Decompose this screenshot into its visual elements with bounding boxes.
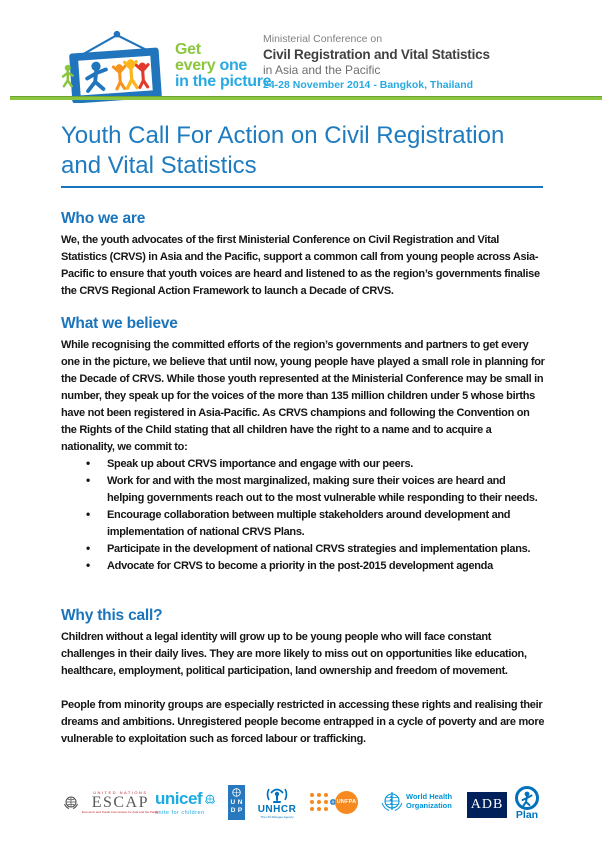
- plan-name: Plan: [515, 809, 539, 821]
- unfpa-dots-icon: [308, 790, 338, 814]
- section-who-we-are: [61, 209, 545, 300]
- logo-word-every: every: [175, 57, 216, 74]
- who-name-line-1: World Health: [406, 792, 453, 801]
- header-divider-rule: [10, 96, 602, 100]
- unfpa-name: UNFPA: [336, 799, 357, 805]
- unhcr-emblem-icon: [265, 785, 289, 804]
- logo-word-one: one: [219, 57, 248, 74]
- unicef-tagline: unite for children: [155, 810, 205, 816]
- escap-logo: [63, 790, 159, 814]
- logo-word-get: Get: [175, 41, 201, 58]
- who-we-are-heading: Who we are: [61, 210, 146, 227]
- why-this-call-paragraph-1: Children without a legal identity will grow up to be young people who will face constant challenges in their daily lives. They are more likely to miss out on opportunities like education, healthcare, employment, political participation, land ownership and freedom of movement.: [61, 631, 527, 677]
- commitments-list: [61, 456, 545, 575]
- list-item: • Work for and with the most marginalized, making sure their voices are heard and helping governments reach out to the most vulnerable while responding to their needs.: [107, 473, 545, 507]
- conference-line-3: in Asia and the Pacific: [263, 63, 381, 77]
- who-logo: [381, 790, 452, 812]
- undp-letters-top: UN: [230, 799, 245, 806]
- conference-date-location: 24-28 November 2014 - Bangkok, Thailand: [263, 79, 474, 91]
- unfpa-logo: [308, 790, 358, 814]
- adb-name: ADB: [470, 797, 504, 812]
- escap-subtitle: Economic and Social Commission for Asia and the Pacific: [82, 810, 159, 814]
- escap-name: ESCAP: [91, 794, 149, 811]
- conference-line-1: Ministerial Conference on: [263, 33, 383, 45]
- undp-logo: [228, 785, 245, 820]
- list-item: • Encourage collaboration between multiple stakeholders around development and implementation of national CRVS Plans.: [107, 507, 545, 541]
- adb-logo: [467, 792, 507, 818]
- undp-emblem-icon: [231, 787, 242, 798]
- partner-logos-footer: [0, 784, 612, 834]
- logo-word-in-the-picture: in the picture: [175, 73, 272, 90]
- unicef-emblem-icon: [204, 793, 216, 805]
- who-emblem-icon: [381, 790, 403, 812]
- what-we-believe-paragraph: While recognising the committed efforts of the region’s governments and partners to get every one in the picture, we believe that until now, young people have played a small role in planning for the Decade of CRVS. While those youth represented at the Ministerial Conference may be small in number, they speak up for the voices of the more than 135 million children under 5 whose births have not been registered in Asia-Pacific. As CRVS champions and following the Convention on the Rights of the Child stating that all children have the right to a name and to acquire a nationality, we commit to:: [61, 339, 545, 453]
- section-what-we-believe: [61, 314, 545, 575]
- unicef-name: unicef: [155, 789, 203, 808]
- who-name-line-2: Organization: [406, 801, 452, 810]
- page-title: Youth Call For Action on Civil Registration and Vital Statistics: [61, 122, 505, 179]
- what-we-believe-heading: What we believe: [61, 315, 178, 332]
- unfpa-ball: [335, 791, 358, 814]
- escap-united-nations-label: UNITED NATIONS: [93, 790, 148, 795]
- why-this-call-paragraph-2: People from minority groups are especially restricted in accessing these rights and realising their dreams and ambitions. Unregistered people become entrapped in a cycle of poverty and are more vulnerable to exploitation such as forced labour or trafficking.: [61, 699, 545, 745]
- list-item: • Speak up about CRVS importance and engage with our peers.: [107, 456, 545, 473]
- why-this-call-heading: Why this call?: [61, 607, 163, 624]
- picture-frame-icon: [62, 27, 168, 103]
- get-everyone-in-the-picture-logo: [62, 27, 271, 103]
- who-we-are-paragraph: We, the youth advocates of the first Ministerial Conference on Civil Registration and Vital Statistics (CRVS) in Asia and the Pacific, support a common call from young people across Asia-Pacific to ensure that youth voices are heard and listened to as the region’s governments finalise the CRVS Regional Action Framework to launch a Decade of CRVS.: [61, 234, 540, 297]
- plan-logo: [512, 785, 542, 820]
- unhcr-tagline: The UN Refugee Agency: [260, 815, 294, 819]
- title-divider-rule: [61, 186, 543, 188]
- un-emblem-icon: [63, 794, 79, 810]
- unhcr-name: UNHCR: [257, 804, 297, 815]
- conference-line-2: Civil Registration and Vital Statistics: [263, 47, 490, 62]
- unicef-logo: [155, 791, 216, 816]
- list-item: • Advocate for CRVS to become a priority in the post-2015 development agenda: [107, 558, 545, 575]
- conference-title-block: [263, 33, 490, 93]
- logo-wordmark: [175, 27, 271, 103]
- plan-emblem-icon: [514, 785, 540, 811]
- undp-letters-bottom: DP: [230, 807, 245, 814]
- list-item: • Participate in the development of national CRVS strategies and implementation plans.: [107, 541, 545, 558]
- section-why-this-call: [61, 606, 545, 748]
- unhcr-logo: [259, 785, 295, 819]
